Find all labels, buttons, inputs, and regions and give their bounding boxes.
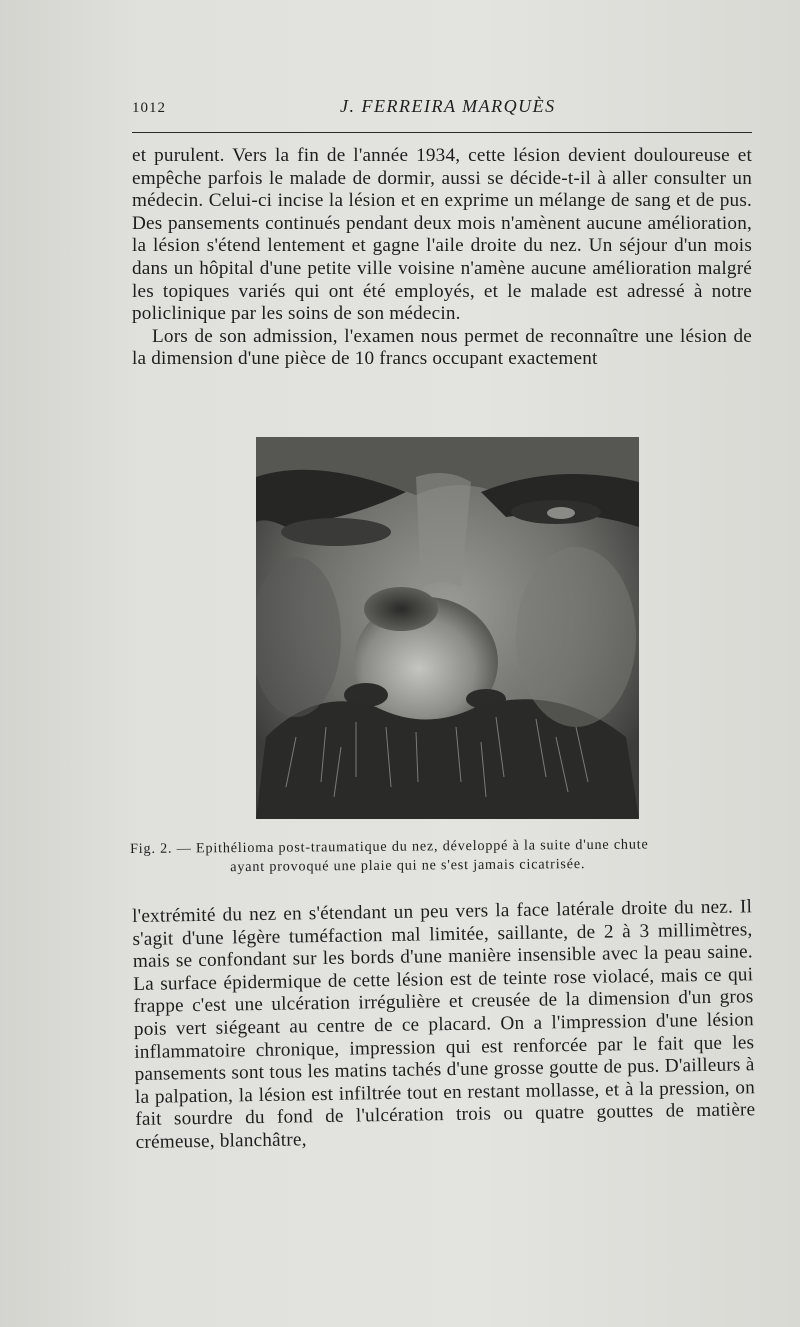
caption-line-2: ayant provoqué une plaie qui ne s'est jamais cicatrisée. [230,856,586,876]
header-rule [132,132,752,133]
body-text-bottom [132,896,756,1154]
figure-caption [130,835,755,878]
paragraph: Lors de son admission, l'examen nous permet de reconnaître une lésion de la dimension d'une pièce de 10 francs occupant exactement [132,325,752,370]
page-header [132,96,752,122]
caption-line-1: Fig. 2. — Epithélioma post-traumatique du nez, développé à la suite d'une chute [130,836,649,857]
running-head: J. FERREIRA MARQUÈS [340,96,556,116]
patient-face-photo [256,437,639,819]
paragraph: et purulent. Vers la fin de l'année 1934, cette lésion devient douloureuse et empêche parfois le malade de dormir, aussi se décide-t-il à aller consulter un médecin. Celui-ci incise la lésion et en exprime un mélange de sang et de pus. Des pansements continués pendant deux mois n'amènent aucune amélioration, la lésion s'étend lentement et gagne l'aile droite du nez. Un séjour d'un mois dans un hôpital d'une petite ville voisine n'amène aucune amélioration malgré les topiques variés qui ont été employés, et le malade est adressé à notre policlinique par les soins de son médecin. [132,145,752,325]
figure-photograph [256,437,639,819]
page-number: 1012 [132,100,166,116]
paragraph: l'extrémité du nez en s'étendant un peu vers la face latérale droite du nez. Il s'agit d'une légère tuméfaction mal limitée, saillante, de 2 à 3 millimètres, mais se confondant sur les bords d'une manière insensible avec la peau saine. La surface épidermique de cette lésion est de teinte rose violacé, mais ce qui frappe c'est une ulcération irrégulière et creusée de la dimension d'un gros pois vert siégeant au centre de ce placard. On a l'impression d'une lésion inflammatoire chronique, impression qui est renforcée par le fait que les pansements sont tous les matins tachés d'une grosse goutte de pus. D'ailleurs à la palpation, la lésion est infiltrée tout en restant mollasse, et à la pression, on fait sourdre du fond de l'ulcération trois ou quatre gouttes de matière crémeuse, blanchâtre, [132,896,756,1153]
body-text-top [132,145,752,371]
